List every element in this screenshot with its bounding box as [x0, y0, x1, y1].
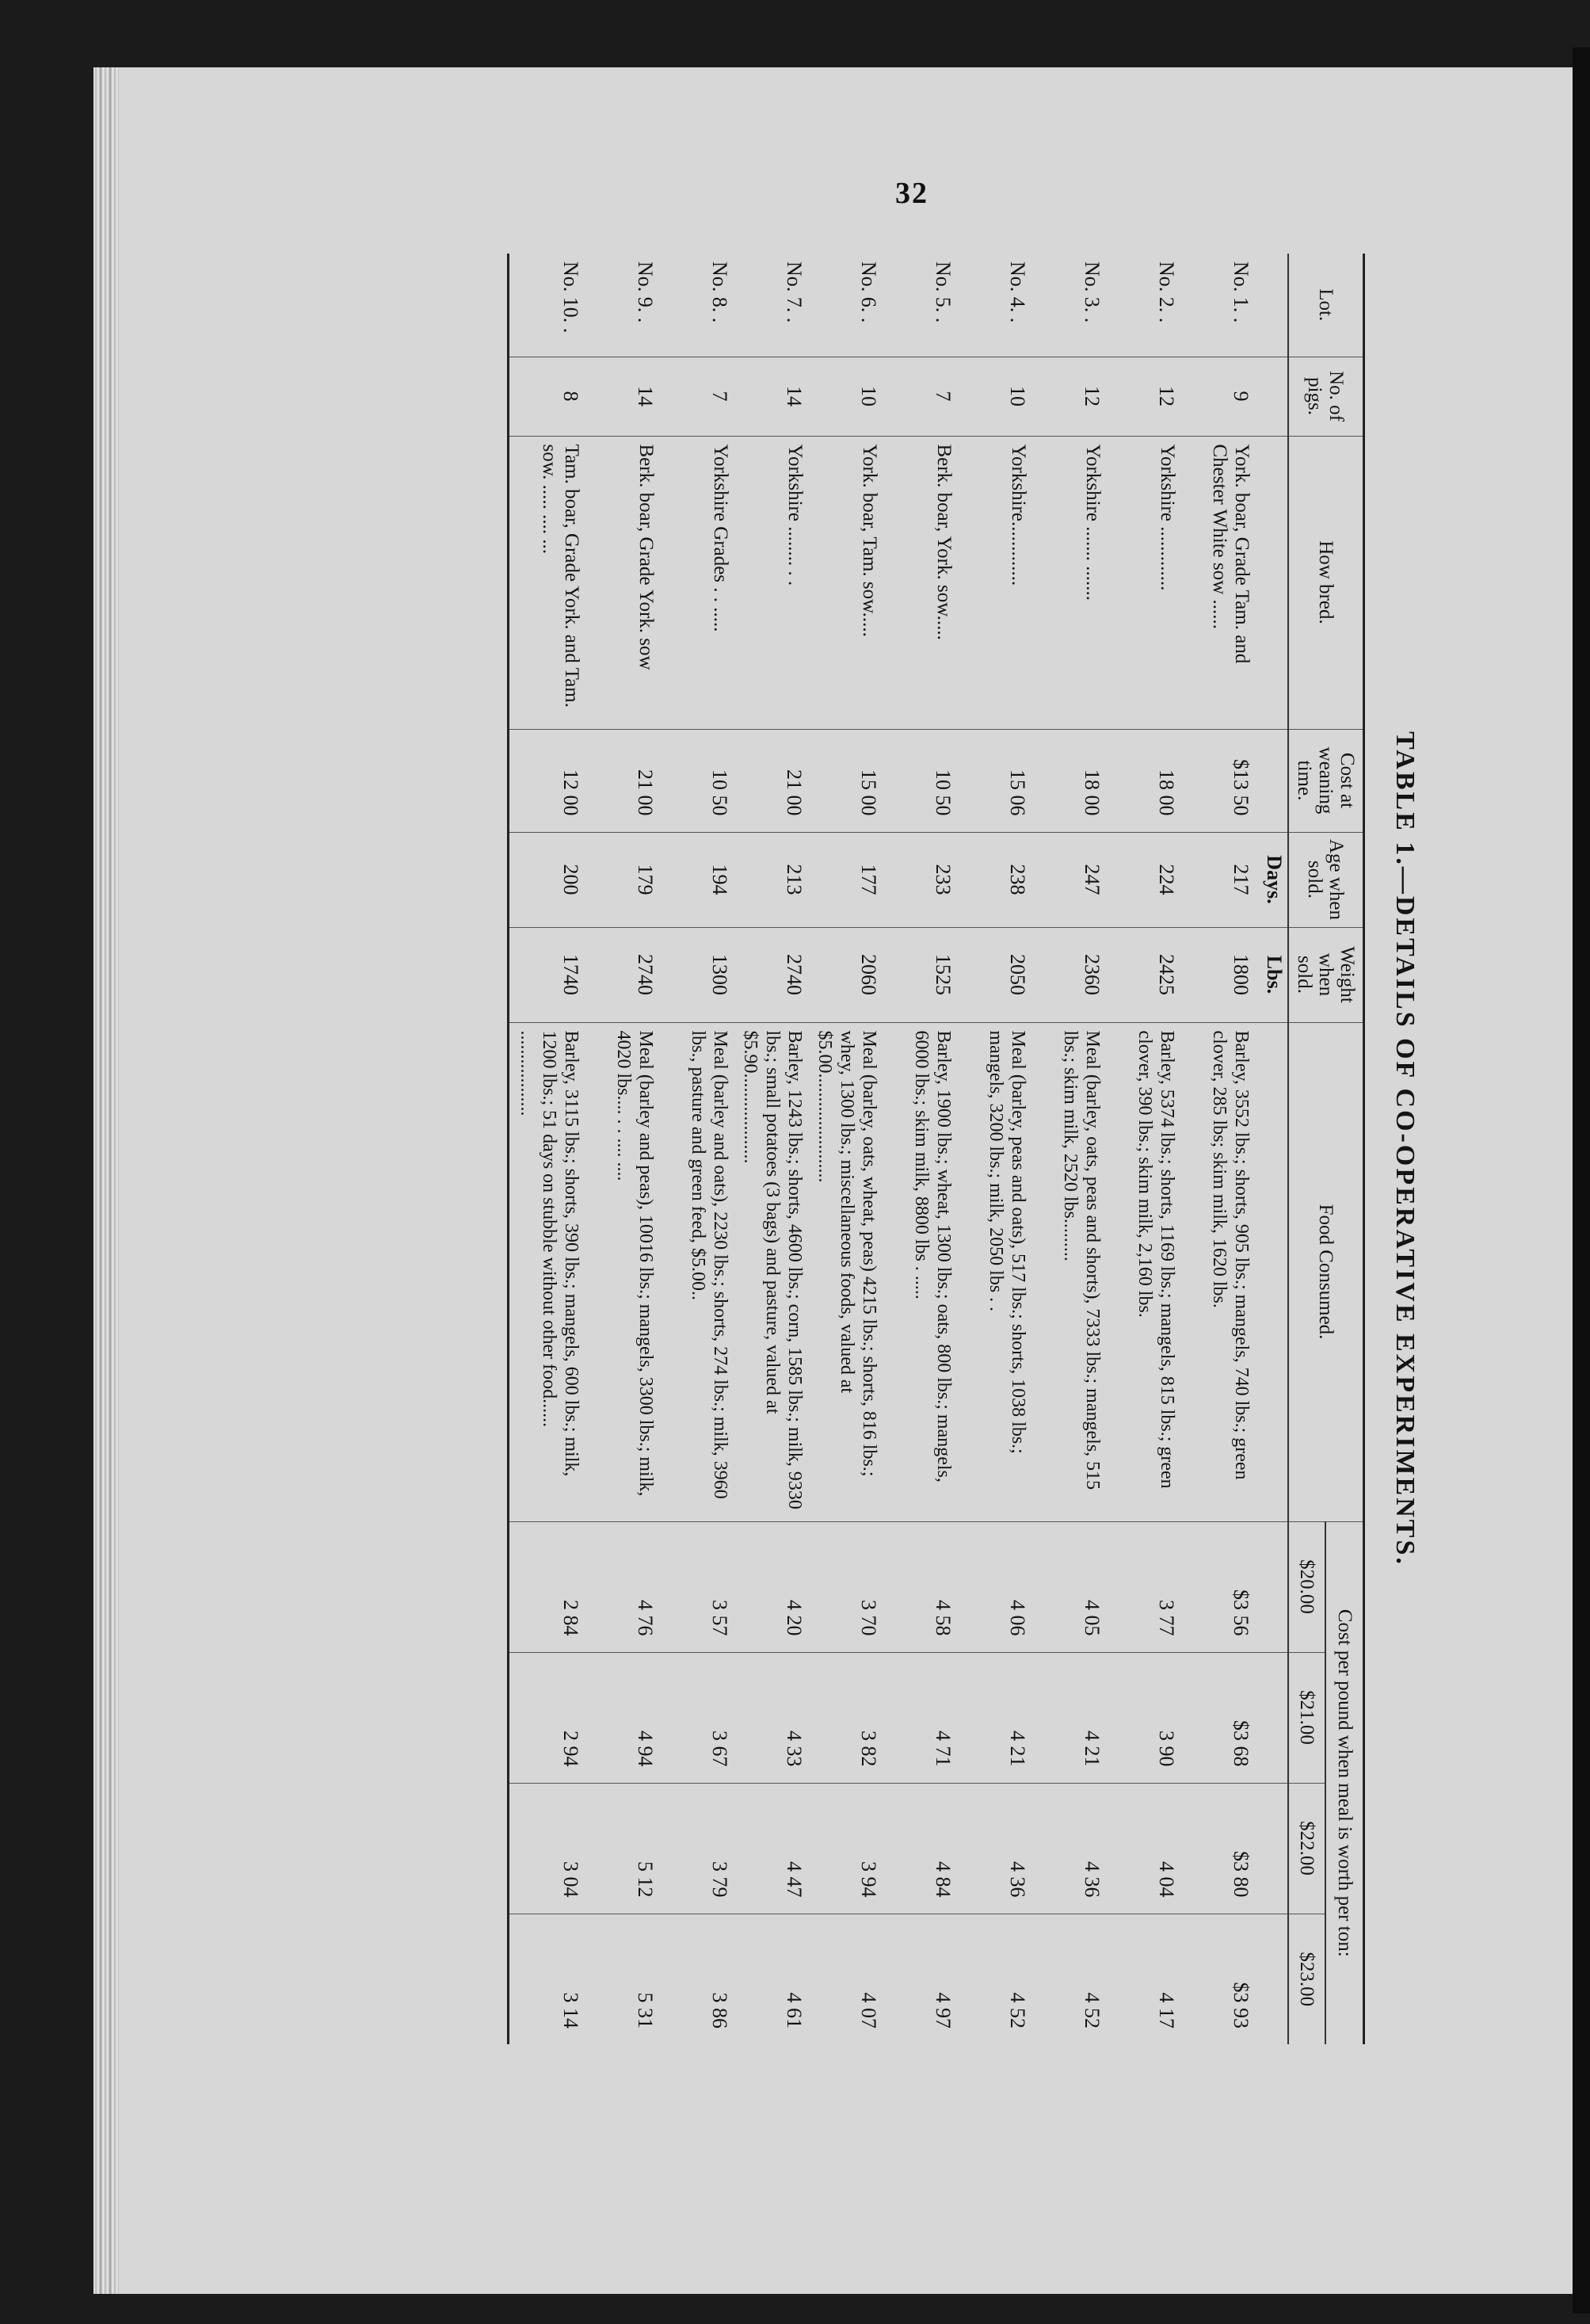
- cost-22-cell: 4 36: [956, 1783, 1031, 1914]
- header-price-21: $21.00: [1288, 1652, 1325, 1783]
- cost-23-cell: 4 52: [1081, 1992, 1104, 2028]
- cost-21-cell: 2 94: [509, 1652, 585, 1783]
- cost-weaning-cell: 15 00: [807, 729, 882, 832]
- cost-22-cell: 4 47: [733, 1783, 807, 1914]
- pigs-cell: 14: [584, 357, 658, 436]
- lot-cell: No. 2. .: [1105, 254, 1180, 357]
- header-weight: Weight when sold.: [1288, 927, 1364, 1022]
- cost-20-cell: 3 57: [658, 1521, 733, 1652]
- cost-22-cell: $3 80: [1180, 1783, 1254, 1914]
- food-cell: Barley, 1900 lbs.; wheat, 1300 lbs.; oats, 800 lbs.; mangels, 6000 lbs.; skim milk, 8800 lbs . .....: [882, 1022, 956, 1521]
- cost-21-cell: 3 67: [658, 1652, 733, 1783]
- header-food: Food Consumed.: [1288, 1022, 1364, 1521]
- table-row: [1180, 254, 1254, 2044]
- food-cell: Meal (barley, oats, wheat, peas) 4215 lbs.; shorts, 816 lbs.; whey, 1300 lbs.; miscellaneous foods, valued at $5.00.......................: [807, 1022, 882, 1521]
- weight-cell: 2360: [1031, 927, 1105, 1022]
- food-cell: Barley, 5374 lbs.; shorts, 1169 lbs.; mangels, 815 lbs.; green clover, 390 lbs.; skim milk, 2,160 lbs.: [1105, 1022, 1180, 1521]
- cost-21-cell: 3 82: [807, 1652, 882, 1783]
- cost-weaning-cell: 12 00: [509, 729, 585, 832]
- lot-cell: No. 8. .: [658, 254, 733, 357]
- cost-22-cell: 4 36: [1031, 1783, 1105, 1914]
- page-number: 32: [895, 177, 928, 210]
- cost-22-cell: 3 79: [658, 1783, 733, 1914]
- bred-cell: Berk. boar, York. sow.....: [882, 436, 956, 729]
- units-row: [1254, 254, 1288, 2044]
- cost-weaning-cell: 10 50: [658, 729, 733, 832]
- cost-weaning-cell: 21 00: [733, 729, 807, 832]
- cost-21-cell: 4 21: [956, 1652, 1031, 1783]
- unit-empty: [1254, 436, 1288, 729]
- cost-20-cell: 4 06: [956, 1521, 1031, 1652]
- bred-cell: Yorkshire.............: [956, 436, 1031, 729]
- header-price-23: $23.00: [1288, 1914, 1325, 2044]
- cost-21-cell: 3 90: [1105, 1652, 1180, 1783]
- header-price-20: $20.00: [1288, 1521, 1325, 1652]
- cost-22-cell: 4 04: [1105, 1783, 1180, 1914]
- age-cell: 194: [658, 832, 733, 927]
- header-cost-group: Cost per pound when meal is worth per ton:: [1325, 1521, 1363, 2044]
- header-row: [1325, 254, 1363, 2044]
- age-cell: 247: [1031, 832, 1105, 927]
- age-cell: 238: [956, 832, 1031, 927]
- cost-23-cell: 5 31: [634, 1992, 657, 2028]
- cost-20-cell: 3 77: [1105, 1521, 1180, 1652]
- header-bred: How bred.: [1288, 436, 1364, 729]
- cost-weaning-cell: $13 50: [1180, 729, 1254, 832]
- cost-weaning-cell: 15 06: [956, 729, 1031, 832]
- weight-cell: 2425: [1105, 927, 1180, 1022]
- food-cell: Barley, 1243 lbs.; shorts, 4600 lbs.; corn, 1585 lbs.; milk, 9330 lbs.; small potatoes (3 bags) and pasture, valued at $5.90...................: [733, 1022, 807, 1521]
- cost-weaning-cell: 21 00: [584, 729, 658, 832]
- cost-23-cell: 4 52: [1006, 1992, 1029, 2028]
- table-row: [882, 254, 956, 2044]
- bred-cell: Berk. boar, Grade York. sow: [584, 436, 658, 729]
- unit-empty: [1254, 1914, 1288, 2044]
- header-pigs: No. of pigs.: [1288, 357, 1364, 436]
- bred-cell: Yorkshire ........ . .: [733, 436, 807, 729]
- weight-cell: 1525: [882, 927, 956, 1022]
- cost-21-cell: 4 21: [1031, 1652, 1105, 1783]
- lot-cell: No. 4. .: [956, 254, 1031, 357]
- cost-22-cell: 5 12: [584, 1783, 658, 1914]
- cost-22-cell: 4 84: [882, 1783, 956, 1914]
- cost-22-cell: 3 94: [807, 1783, 882, 1914]
- age-cell: 179: [584, 832, 658, 927]
- lot-cell: No. 9. .: [584, 254, 658, 357]
- rotated-table-block: [327, 254, 1436, 2044]
- header-age: Age when sold.: [1288, 832, 1364, 927]
- table-row: [1031, 254, 1105, 2044]
- weight-cell: 2060: [807, 927, 882, 1022]
- cost-weaning-cell: 18 00: [1031, 729, 1105, 832]
- unit-weight: Lbs.: [1254, 927, 1288, 1022]
- pigs-cell: 12: [1031, 357, 1105, 436]
- cost-21-cell: 4 71: [882, 1652, 956, 1783]
- weight-cell: 1300: [658, 927, 733, 1022]
- pigs-cell: 7: [658, 357, 733, 436]
- unit-empty: [1254, 1521, 1288, 1652]
- cost-23-cell: 4 17: [1155, 1992, 1178, 2028]
- lot-cell: No. 7. .: [733, 254, 807, 357]
- food-cell: Barley, 3115 lbs.; shorts, 390 lbs.; mangels, 600 lbs.; milk, 1200 lbs.; 51 days on stubble without other food...... ..................: [509, 1022, 585, 1521]
- lot-cell: No. 3. .: [1031, 254, 1105, 357]
- pigs-cell: 12: [1105, 357, 1180, 436]
- bred-cell: Yorkshire Grades . . .....: [658, 436, 733, 729]
- pigs-cell: 7: [882, 357, 956, 436]
- unit-empty: [1254, 1783, 1288, 1914]
- table-row: [658, 254, 733, 2044]
- unit-empty: [1254, 1652, 1288, 1783]
- cost-21-cell: $3 68: [1180, 1652, 1254, 1783]
- cost-20-cell: 3 70: [807, 1521, 882, 1652]
- unit-empty: [1254, 729, 1288, 832]
- cost-21-cell: 4 94: [584, 1652, 658, 1783]
- cost-20-cell: 4 20: [733, 1521, 807, 1652]
- cost-23-cell: 4 07: [857, 1992, 880, 2028]
- food-cell: Meal (barley, peas and oats), 517 lbs.; shorts, 1038 lbs.; mangels, 3200 lbs.; milk, 2050 lbs . .: [956, 1022, 1031, 1521]
- pigs-cell: 10: [807, 357, 882, 436]
- age-cell: 224: [1105, 832, 1180, 927]
- table-title: TABLE 1.—DETAILS OF CO-OPERATIVE EXPERIMENTS.: [1390, 731, 1420, 1567]
- cost-20-cell: $3 56: [1180, 1521, 1254, 1652]
- header-price-22: $22.00: [1288, 1783, 1325, 1914]
- age-cell: 177: [807, 832, 882, 927]
- table-row: [584, 254, 658, 2044]
- weight-cell: 2740: [733, 927, 807, 1022]
- table-row: [956, 254, 1031, 2044]
- weight-cell: 2740: [584, 927, 658, 1022]
- unit-empty: [1254, 1022, 1288, 1521]
- table-row: [1105, 254, 1180, 2044]
- cost-23-cell: $3 93: [1230, 1982, 1253, 2028]
- pigs-cell: 8: [509, 357, 585, 436]
- bred-cell: Yorkshire ....... .......: [1031, 436, 1105, 729]
- lot-cell: No. 6. .: [807, 254, 882, 357]
- unit-empty: [1254, 254, 1288, 357]
- bred-cell: York. boar, Tam. sow.....: [807, 436, 882, 729]
- bred-cell: Yorkshire .............: [1105, 436, 1180, 729]
- cost-20-cell: 2 84: [509, 1521, 585, 1652]
- pigs-cell: 10: [956, 357, 1031, 436]
- cost-23-cell: 4 97: [932, 1992, 955, 2028]
- table-row: [509, 254, 585, 2044]
- age-cell: 200: [509, 832, 585, 927]
- weight-cell: 1740: [509, 927, 585, 1022]
- cost-23-cell: 4 61: [783, 1992, 806, 2028]
- cost-weaning-cell: 10 50: [882, 729, 956, 832]
- bred-cell: Tam. boar, Grade York. and Tam. sow. ..... .... ...: [509, 436, 585, 729]
- food-cell: Meal (barley and oats), 2230 lbs.; shorts, 274 lbs.; milk, 3960 lbs., pasture and green feed, $5.00..: [658, 1022, 733, 1521]
- header-lot: Lot.: [1288, 254, 1364, 357]
- cost-weaning-cell: 18 00: [1105, 729, 1180, 832]
- cost-22-cell: 3 04: [509, 1783, 585, 1914]
- cost-20-cell: 4 76: [584, 1521, 658, 1652]
- food-cell: Meal (barley, oats, peas and shorts), 7333 lbs.; mangels, 515 lbs.; skim milk, 2520 lbs.........: [1031, 1022, 1105, 1521]
- table-row: [807, 254, 882, 2044]
- unit-empty: [1254, 357, 1288, 436]
- pigs-cell: 14: [733, 357, 807, 436]
- age-cell: 217: [1180, 832, 1254, 927]
- food-cell: Barley, 3552 lbs.; shorts, 905 lbs.; mangels, 740 lbs.; green clover, 285 lbs; skim milk, 1620 lbs.: [1180, 1022, 1254, 1521]
- cost-20-cell: 4 58: [882, 1521, 956, 1652]
- scan-border: [1573, 48, 1590, 2314]
- cost-23-cell: 3 14: [509, 1914, 585, 2044]
- cost-21-cell: 4 33: [733, 1652, 807, 1783]
- weight-cell: 1800: [1180, 927, 1254, 1022]
- lot-cell: No. 1. .: [1180, 254, 1254, 357]
- age-cell: 213: [733, 832, 807, 927]
- pigs-cell: 9: [1180, 357, 1254, 436]
- age-cell: 233: [882, 832, 956, 927]
- lot-cell: No. 5. .: [882, 254, 956, 357]
- table-row: [733, 254, 807, 2044]
- unit-age: Days.: [1254, 832, 1288, 927]
- experiments-table: [507, 254, 1365, 2044]
- cost-20-cell: 4 05: [1031, 1521, 1105, 1652]
- header-cost-weaning: Cost at weaning time.: [1288, 729, 1364, 832]
- bred-cell: York. boar, Grade Tam. and Chester White sow ......: [1180, 436, 1254, 729]
- cost-23-cell: 3 86: [708, 1992, 731, 2028]
- food-cell: Meal (barley and peas), 10016 lbs.; mangels, 3300 lbs.; milk, 4020 lbs.... . . .... ....: [584, 1022, 658, 1521]
- lot-cell: No. 10. .: [509, 254, 585, 357]
- weight-cell: 2050: [956, 927, 1031, 1022]
